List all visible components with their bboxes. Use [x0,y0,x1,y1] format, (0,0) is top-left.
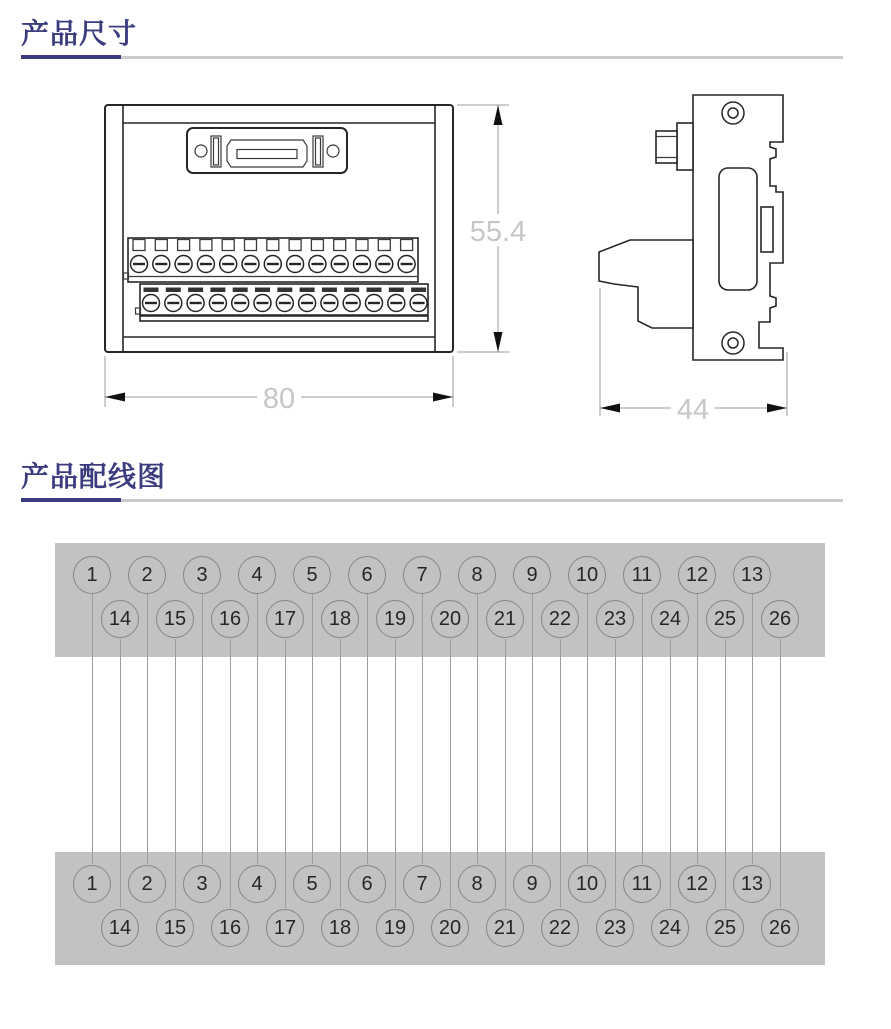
pin-circle-15: 15 [156,909,194,947]
arrow-right-icon [767,404,787,413]
terminal-dash [411,288,426,293]
side-terminal-wedge [599,240,693,328]
arrow-down-icon [494,332,503,352]
terminal-bar-bottom [55,852,825,965]
pin-circle-14: 14 [101,909,139,947]
pin-circle-4: 4 [238,865,276,903]
pin-circle-14: 14 [101,600,139,638]
terminal-notch [133,240,145,251]
pin-circle-2: 2 [128,556,166,594]
wire-pin-10 [587,594,588,864]
pin-circle-18: 18 [321,600,359,638]
terminal-notch [267,240,279,251]
pin-circle-26: 26 [761,909,799,947]
wire-pin-21 [505,639,506,908]
terminal-notch [222,240,234,251]
wire-pin-26 [780,639,781,908]
terminal-notch [178,240,190,251]
wire-pin-11 [642,594,643,864]
wire-pin-18 [340,639,341,908]
pin-circle-4: 4 [238,556,276,594]
pin-circle-22: 22 [541,600,579,638]
wire-pin-12 [697,594,698,864]
wire-pin-23 [615,639,616,908]
connector-d-shell [227,140,307,167]
pin-circle-16: 16 [211,909,249,947]
side-view [599,95,787,426]
pin-circle-11: 11 [623,865,661,903]
pin-circle-3: 3 [183,865,221,903]
pin-circle-26: 26 [761,600,799,638]
arrow-left-icon [105,393,125,402]
section-title-wiring: 产品配线图 [21,461,167,492]
terminal-dash [367,288,382,293]
wire-pin-17 [285,639,286,908]
wire-pin-3 [202,594,203,864]
pin-circle-5: 5 [293,556,331,594]
title-rule-wiring [21,499,843,502]
dim-width-label: 80 [262,383,296,415]
pin-circle-17: 17 [266,600,304,638]
pin-circle-25: 25 [706,600,744,638]
terminal-notch [378,240,390,251]
terminal-notch [311,240,323,251]
pin-circle-19: 19 [376,600,414,638]
pin-circle-21: 21 [486,600,524,638]
wire-pin-2 [147,594,148,864]
dim-height-label: 55.4 [469,216,527,248]
pin-circle-8: 8 [458,556,496,594]
scsi-connector [187,128,347,173]
wire-pin-4 [257,594,258,864]
connector-screw-hole-right [327,145,339,157]
wire-pin-15 [175,639,176,908]
wire-pin-19 [395,639,396,908]
connector-screw-hole-left [195,145,207,157]
dim-depth-label: 44 [676,394,710,426]
pin-circle-2: 2 [128,865,166,903]
arrow-up-icon [494,105,503,125]
pin-circle-23: 23 [596,600,634,638]
terminal-dash [166,288,181,293]
terminal-notch [401,240,413,251]
title-rule-accent [21,498,121,502]
pin-circle-10: 10 [568,865,606,903]
terminal-notch [334,240,346,251]
pin-circle-13: 13 [733,556,771,594]
terminal-dash [188,288,203,293]
pin-circle-23: 23 [596,909,634,947]
pin-circle-21: 21 [486,909,524,947]
wire-pin-14 [120,639,121,908]
pin-circle-6: 6 [348,556,386,594]
pin-circle-8: 8 [458,865,496,903]
section-title-dimensions: 产品尺寸 [21,18,138,49]
dimension-drawings [0,0,891,445]
wire-pin-22 [560,639,561,908]
pin-circle-17: 17 [266,909,304,947]
wire-pin-7 [422,594,423,864]
pin-circle-5: 5 [293,865,331,903]
dimension-height [457,105,530,352]
wire-pin-1 [92,594,93,864]
dimension-width [105,356,453,415]
din-rail-edge [761,207,773,252]
terminal-notch [245,240,257,251]
terminal-notch [200,240,212,251]
pin-circle-22: 22 [541,909,579,947]
pin-circle-3: 3 [183,556,221,594]
terminal-row-1 [124,238,419,282]
terminal-row-2 [136,284,429,321]
terminal-dash [300,288,315,293]
pin-circle-16: 16 [211,600,249,638]
pin-circle-20: 20 [431,909,469,947]
pin-circle-12: 12 [678,865,716,903]
pin-circle-11: 11 [623,556,661,594]
connector-latch-right [313,136,323,167]
wire-pin-6 [367,594,368,864]
connector-pin-slot [237,150,297,159]
pin-circle-1: 1 [73,865,111,903]
terminal-dash [255,288,270,293]
wire-pin-9 [532,594,533,864]
pin-circle-19: 19 [376,909,414,947]
wire-pin-25 [725,639,726,908]
wire-pin-5 [312,594,313,864]
terminal-dash [277,288,292,293]
wire-pin-24 [670,639,671,908]
wire-pin-20 [450,639,451,908]
terminal-dash [233,288,248,293]
terminal-notch [356,240,368,251]
terminal-dash [389,288,404,293]
side-connector [656,123,693,170]
pin-circle-12: 12 [678,556,716,594]
terminal-notch [289,240,301,251]
pin-circle-9: 9 [513,556,551,594]
connector-latch-left [211,136,221,167]
arrow-right-icon [433,393,453,402]
terminal-dash [322,288,337,293]
pin-circle-20: 20 [431,600,469,638]
terminal-dash [344,288,359,293]
pin-circle-7: 7 [403,556,441,594]
front-view [105,105,530,415]
pin-circle-18: 18 [321,909,359,947]
pin-circle-25: 25 [706,909,744,947]
pin-circle-10: 10 [568,556,606,594]
pin-circle-13: 13 [733,865,771,903]
pin-circle-15: 15 [156,600,194,638]
arrow-left-icon [600,404,620,413]
pin-circle-7: 7 [403,865,441,903]
pin-circle-24: 24 [651,909,689,947]
wire-pin-13 [752,594,753,864]
terminal-bar-top [55,543,825,657]
terminal-dash [144,288,159,293]
wire-pin-8 [477,594,478,864]
pin-circle-24: 24 [651,600,689,638]
pin-circle-9: 9 [513,865,551,903]
pin-circle-1: 1 [73,556,111,594]
wire-pin-16 [230,639,231,908]
terminal-notch [155,240,167,251]
pin-circle-6: 6 [348,865,386,903]
terminal-dash [210,288,225,293]
